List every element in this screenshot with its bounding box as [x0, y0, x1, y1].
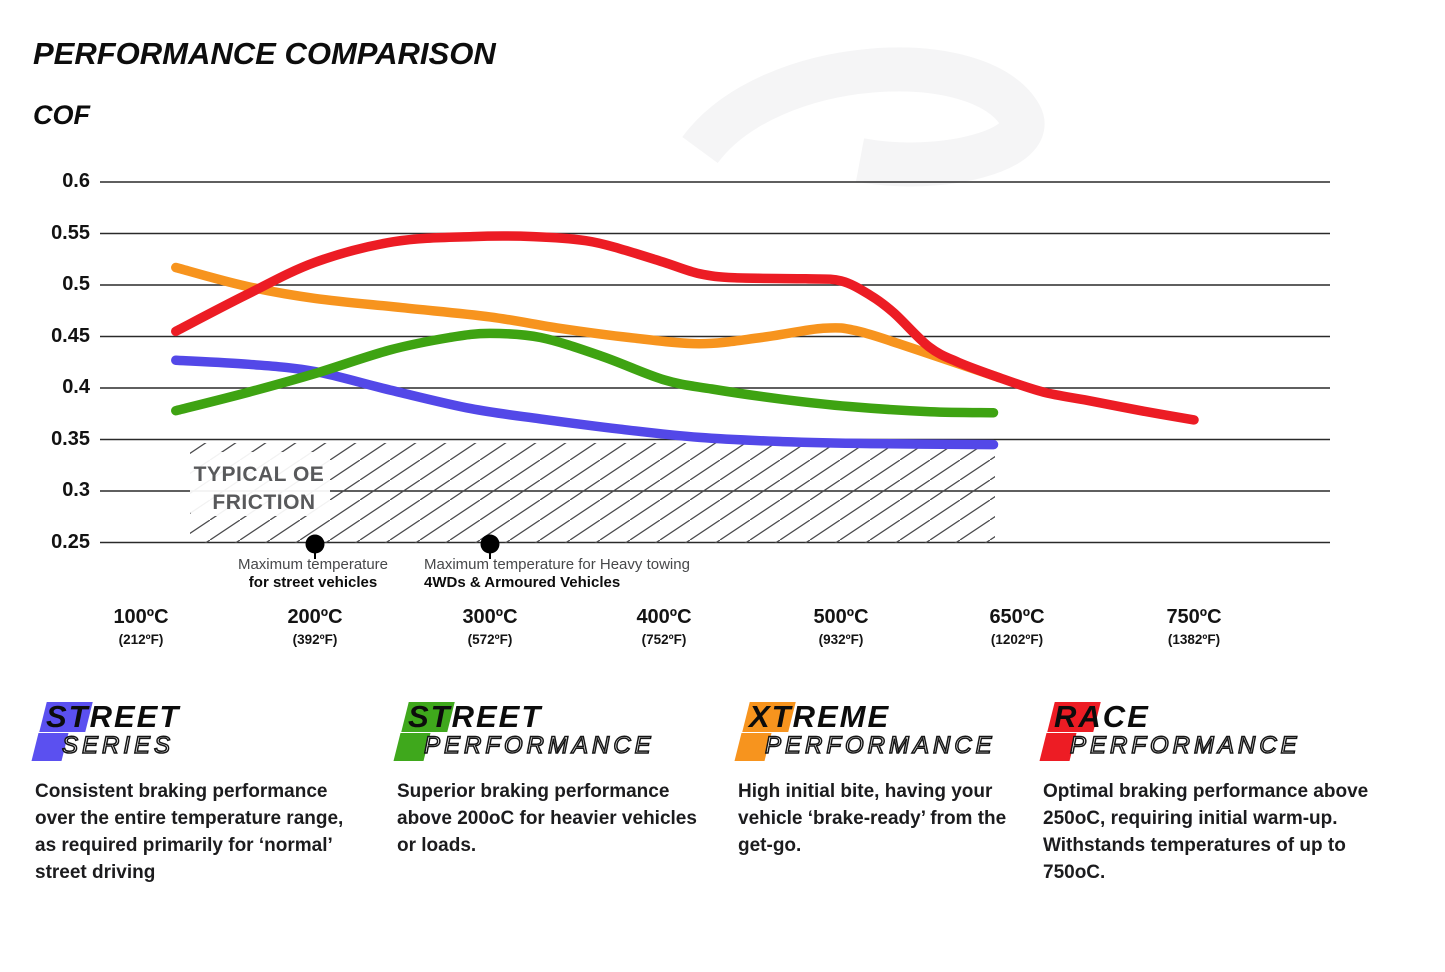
logo-word1: STREET	[46, 699, 181, 734]
legend-race-performance	[1043, 699, 1373, 886]
x-tick-celsius: 650ºC	[989, 606, 1045, 628]
xtreme-performance-logo	[738, 699, 1028, 765]
legend-description: Optimal braking performance above 250oC, requiring initial warm-up. Withstands temperatures of up to 750oC.	[1043, 781, 1369, 883]
street-performance-logo	[397, 699, 717, 765]
logo-word1: XTREME	[749, 699, 891, 734]
x-tick-fahrenheit: (572ºF)	[467, 632, 513, 647]
y-tick-label: 0.4	[62, 376, 90, 398]
x-tick-100c	[71, 606, 211, 647]
legend-description: Superior braking performance above 200oC for heavier vehicles or loads.	[397, 781, 697, 856]
oe-zone-label-line2: FRICTION	[212, 491, 316, 514]
annotation-towing-max-temp	[424, 556, 744, 592]
logo-word1: STREET	[408, 699, 543, 734]
x-tick-fahrenheit: (1202ºF)	[990, 632, 1044, 647]
annotation-street-max-temp	[163, 556, 463, 592]
logo-word2: PERFORMANCE	[1070, 732, 1301, 759]
legend-description: Consistent braking performance over the entire temperature range, as required primarily for ‘normal’ street driving	[35, 781, 344, 883]
x-tick-750c	[1124, 606, 1264, 647]
logo-word2: SERIES	[62, 732, 175, 759]
curve-xtreme-performance	[176, 268, 1000, 378]
legend-street-series	[35, 699, 365, 886]
y-tick-label: 0.45	[51, 324, 90, 347]
legend-description: High initial bite, having your vehicle ‘brake-ready’ from the get-go.	[738, 781, 1007, 856]
annotation-line1: Maximum temperature for Heavy towing	[424, 556, 690, 573]
logo-word2: PERFORMANCE	[765, 732, 996, 759]
x-tick-fahrenheit: (752ºF)	[641, 632, 687, 647]
legend-street-performance	[397, 699, 717, 859]
x-tick-fahrenheit: (392ºF)	[292, 632, 338, 647]
x-tick-celsius: 400ºC	[636, 606, 692, 628]
x-tick-celsius: 300ºC	[462, 606, 518, 628]
x-tick-650c	[947, 606, 1087, 647]
x-tick-celsius: 750ºC	[1166, 606, 1222, 628]
x-tick-200c	[245, 606, 385, 647]
y-tick-label: 0.35	[51, 427, 90, 450]
x-tick-400c	[594, 606, 734, 647]
logo-word2: PERFORMANCE	[424, 732, 655, 759]
x-tick-500c	[771, 606, 911, 647]
oe-zone-label-line1: TYPICAL OE	[193, 463, 325, 486]
background-swoosh-decoration	[700, 69, 1023, 164]
y-tick-label: 0.25	[51, 530, 90, 553]
y-tick-label: 0.5	[62, 273, 90, 295]
curve-race-performance	[176, 236, 1194, 420]
series-curves	[176, 236, 1194, 445]
annotation-line2: 4WDs & Armoured Vehicles	[424, 574, 621, 591]
x-tick-300c	[420, 606, 560, 647]
logo-word1: RACE	[1054, 699, 1150, 734]
curve-street-series	[176, 360, 994, 444]
x-tick-fahrenheit: (212ºF)	[118, 632, 164, 647]
marker-dot-200c	[306, 535, 325, 554]
street-series-logo	[35, 699, 365, 765]
annotation-line1: Maximum temperature	[237, 556, 389, 573]
y-axis-title: COF	[33, 100, 90, 130]
x-tick-fahrenheit: (932ºF)	[818, 632, 864, 647]
page-title: PERFORMANCE COMPARISON	[33, 36, 496, 71]
x-tick-celsius: 200ºC	[287, 606, 343, 628]
y-tick-label: 0.55	[51, 221, 90, 244]
annotation-line2: for street vehicles	[248, 574, 378, 591]
x-tick-fahrenheit: (1382ºF)	[1167, 632, 1221, 647]
x-tick-celsius: 500ºC	[813, 606, 869, 628]
race-performance-logo	[1043, 699, 1373, 765]
marker-dot-300c	[481, 535, 500, 554]
legend-xtreme-performance	[738, 699, 1028, 859]
y-tick-label: 0.6	[62, 170, 90, 192]
y-tick-label: 0.3	[62, 479, 90, 501]
x-tick-celsius: 100ºC	[113, 606, 169, 628]
